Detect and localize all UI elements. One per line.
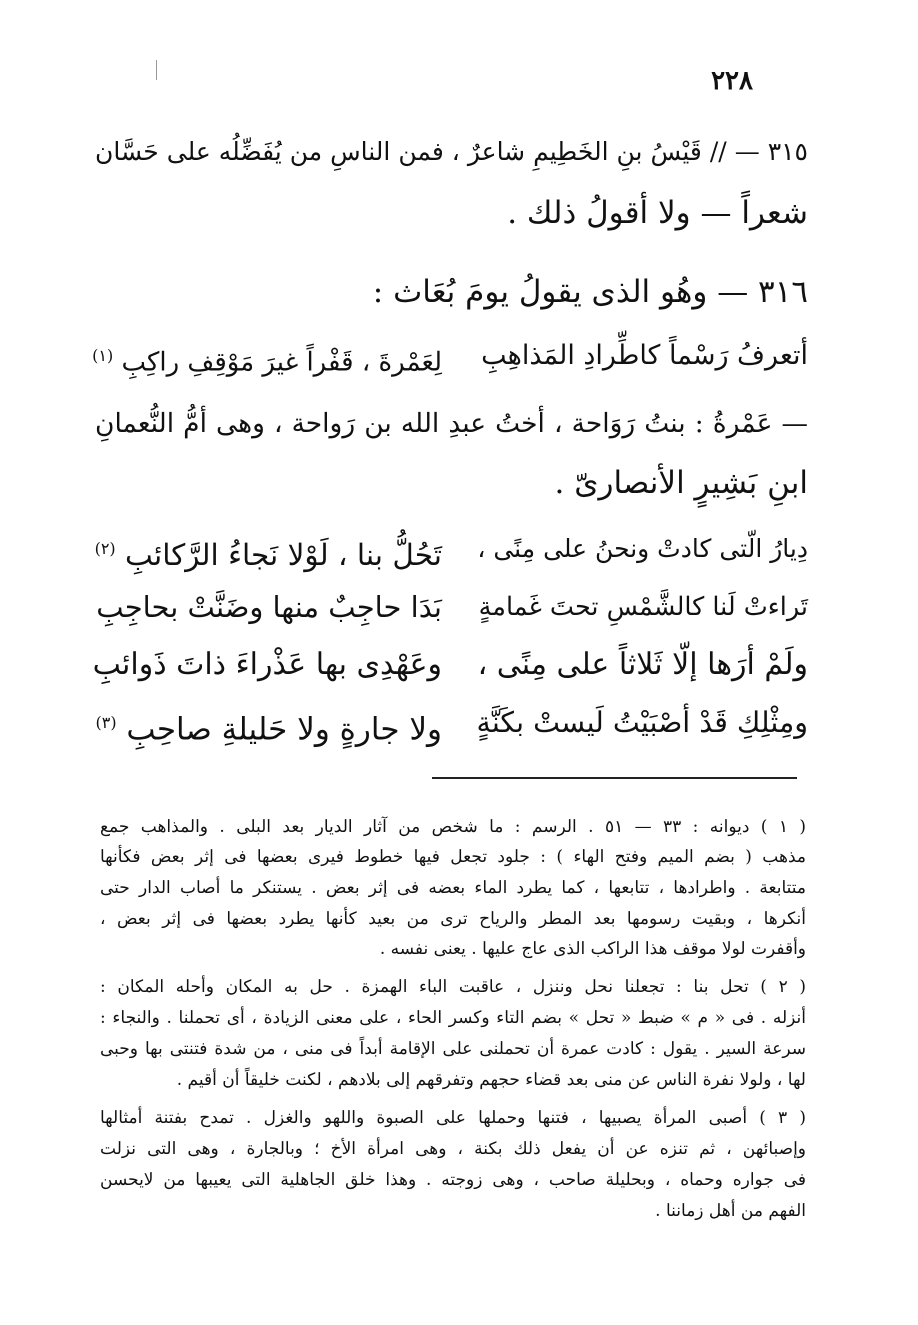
entry-315-line-1: ٣١٥ — // قَيْسُ بنِ الخَطِيمِ شاعرٌ ، فمن الناسِ من يُفَضِّلُه على حَسَّان [95,137,808,166]
margin-mark [156,60,157,80]
poem-verse-1-second-text: تَحُلُّ بنا ، لَوْلا نَجاءُ الرَّكائبِ [125,537,442,572]
footnote-1-line: متتابعة . واطرادها ، تتابعها ، كما يطرد الماء بعضه فى إثر بعض . يستنكر ما أصاب الدار حتى [100,878,806,898]
verse-1-second-hemistich [92,336,442,383]
gloss-line-1: — عَمْرةُ : بنتُ رَوَاحة ، أختُ عبدِ الله بن رَواحة ، وهى أمُّ النُّعمانِ [95,408,808,439]
footnote-1-line: ( ١ ) ديوانه : ٣٣ — ٥١ . الرسم : ما شخص من آثار الديار بعد البلى . والمذاهب جمع [100,817,806,837]
verse-1-second-text: لِعَمْرةَ ، قَفْراً غيرَ مَوْقِفِ راكِبِ [121,347,442,378]
footnote-1-line: مذهب ( بضم الميم وفتح الهاء ) : جلود تجعل فيها خطوط فيرى بعضها فى إثر بعض فكأنها [100,847,806,867]
poem-verse-4-second [92,703,442,749]
entry-315-line-2: شعراً — ولا أقولُ ذلك . [507,195,808,231]
footnote-separator [432,777,797,779]
poem-verse-3-first: ولَمْ أرَها إلّا ثَلاثاً على مِنًى ، [477,647,808,682]
poem-verse-1-first: دِيارُ الّتى كادتْ ونحنُ على مِنًى ، [477,534,808,563]
footnote-2-line: سرعة السير . يقول : كادت عمرة أن تحملنى على الإقامة أبداً فى منى ، من شدة فتنتى بها وحبى [100,1039,806,1059]
page-number: ٢٢٨ [711,66,753,96]
poem-verse-4-second-text: ولا جارةٍ ولا حَليلةِ صاحِبِ [126,711,442,748]
poem-verse-3-second: وعَهْدِى بها عَذْراءَ ذاتَ ذَوائبِ [92,647,442,682]
footnote-ref-3: (٣) [95,713,117,732]
poem-verse-1-second [92,529,442,575]
entry-316-intro: ٣١٦ — وهُو الذى يقولُ يومَ بُعَاث : [372,274,808,310]
footnote-3-line: فى جواره وحماه ، وبحليلة صاحب ، وهى زوجته . وهذا خلق الجاهلية التى يعيبها من لايحسن [100,1170,806,1190]
poem-verse-4-first: ومِثْلِكِ قَدْ أصْبَيْتُ لَيستْ بكَنَّةٍ [476,706,808,739]
footnote-1-line: وأقفرت لولا موقف هذا الراكب الذى عاج عليها . يعنى نفسه . [379,939,806,959]
footnote-3-line: الفهم من أهل زماننا . [655,1201,806,1221]
footnote-2-line: أنزله . فى « م » ضبط « تحل » بضم التاء وكسر الحاء ، على معنى الزيادة ، أى تحملنا . والنجاء : [100,1008,806,1028]
footnote-3-line: ( ٣ ) أصبى المرأة يصبيها ، فتنها وحملها على الصبوة واللهو والغزل . تمدح بفتنة أمثالها [100,1108,806,1128]
footnote-3-line: وإصبائهن ، ثم تنزه عن أن يفعل ذلك بكنة ، وهى امرأة الأخ ؛ وبالجارة ، وهى التى نزلت [100,1139,806,1159]
poem-verse-2-first: تَراءتْ لَنا كالشَّمْسِ تحتَ غَمامةٍ [478,592,808,622]
poem-verse-2-second: بَدَا حاجِبٌ منها وضَنَّتْ بحاجِبِ [96,590,442,624]
footnote-ref-2: (٢) [94,539,116,558]
verse-1-first-hemistich: أتعرفُ رَسْماً كاطِّرادِ المَذاهِبِ [481,340,808,371]
footnote-1-line: أنكرها ، وبقيت رسومها بعد المطر والرياح ترى من بعيد كأنها يطرد بعضها فى إثر بعض ، [100,909,806,929]
gloss-line-2: ابنِ بَشِيرٍ الأنصارىّ . [554,465,808,501]
footnote-2-line: لها ، ولولا نفرة الناس عن منى بعد قضاء حجهم وتفرقهم إلى بلادهم ، لكنت خليقاً أن أقيم . [176,1070,806,1090]
footnote-ref-1: (١) [92,346,114,365]
footnote-2-line: ( ٢ ) تحل بنا : تجعلنا نحل وننزل ، عاقبت الباء الهمزة . حل به المكان وأحله المكان : [100,977,806,997]
